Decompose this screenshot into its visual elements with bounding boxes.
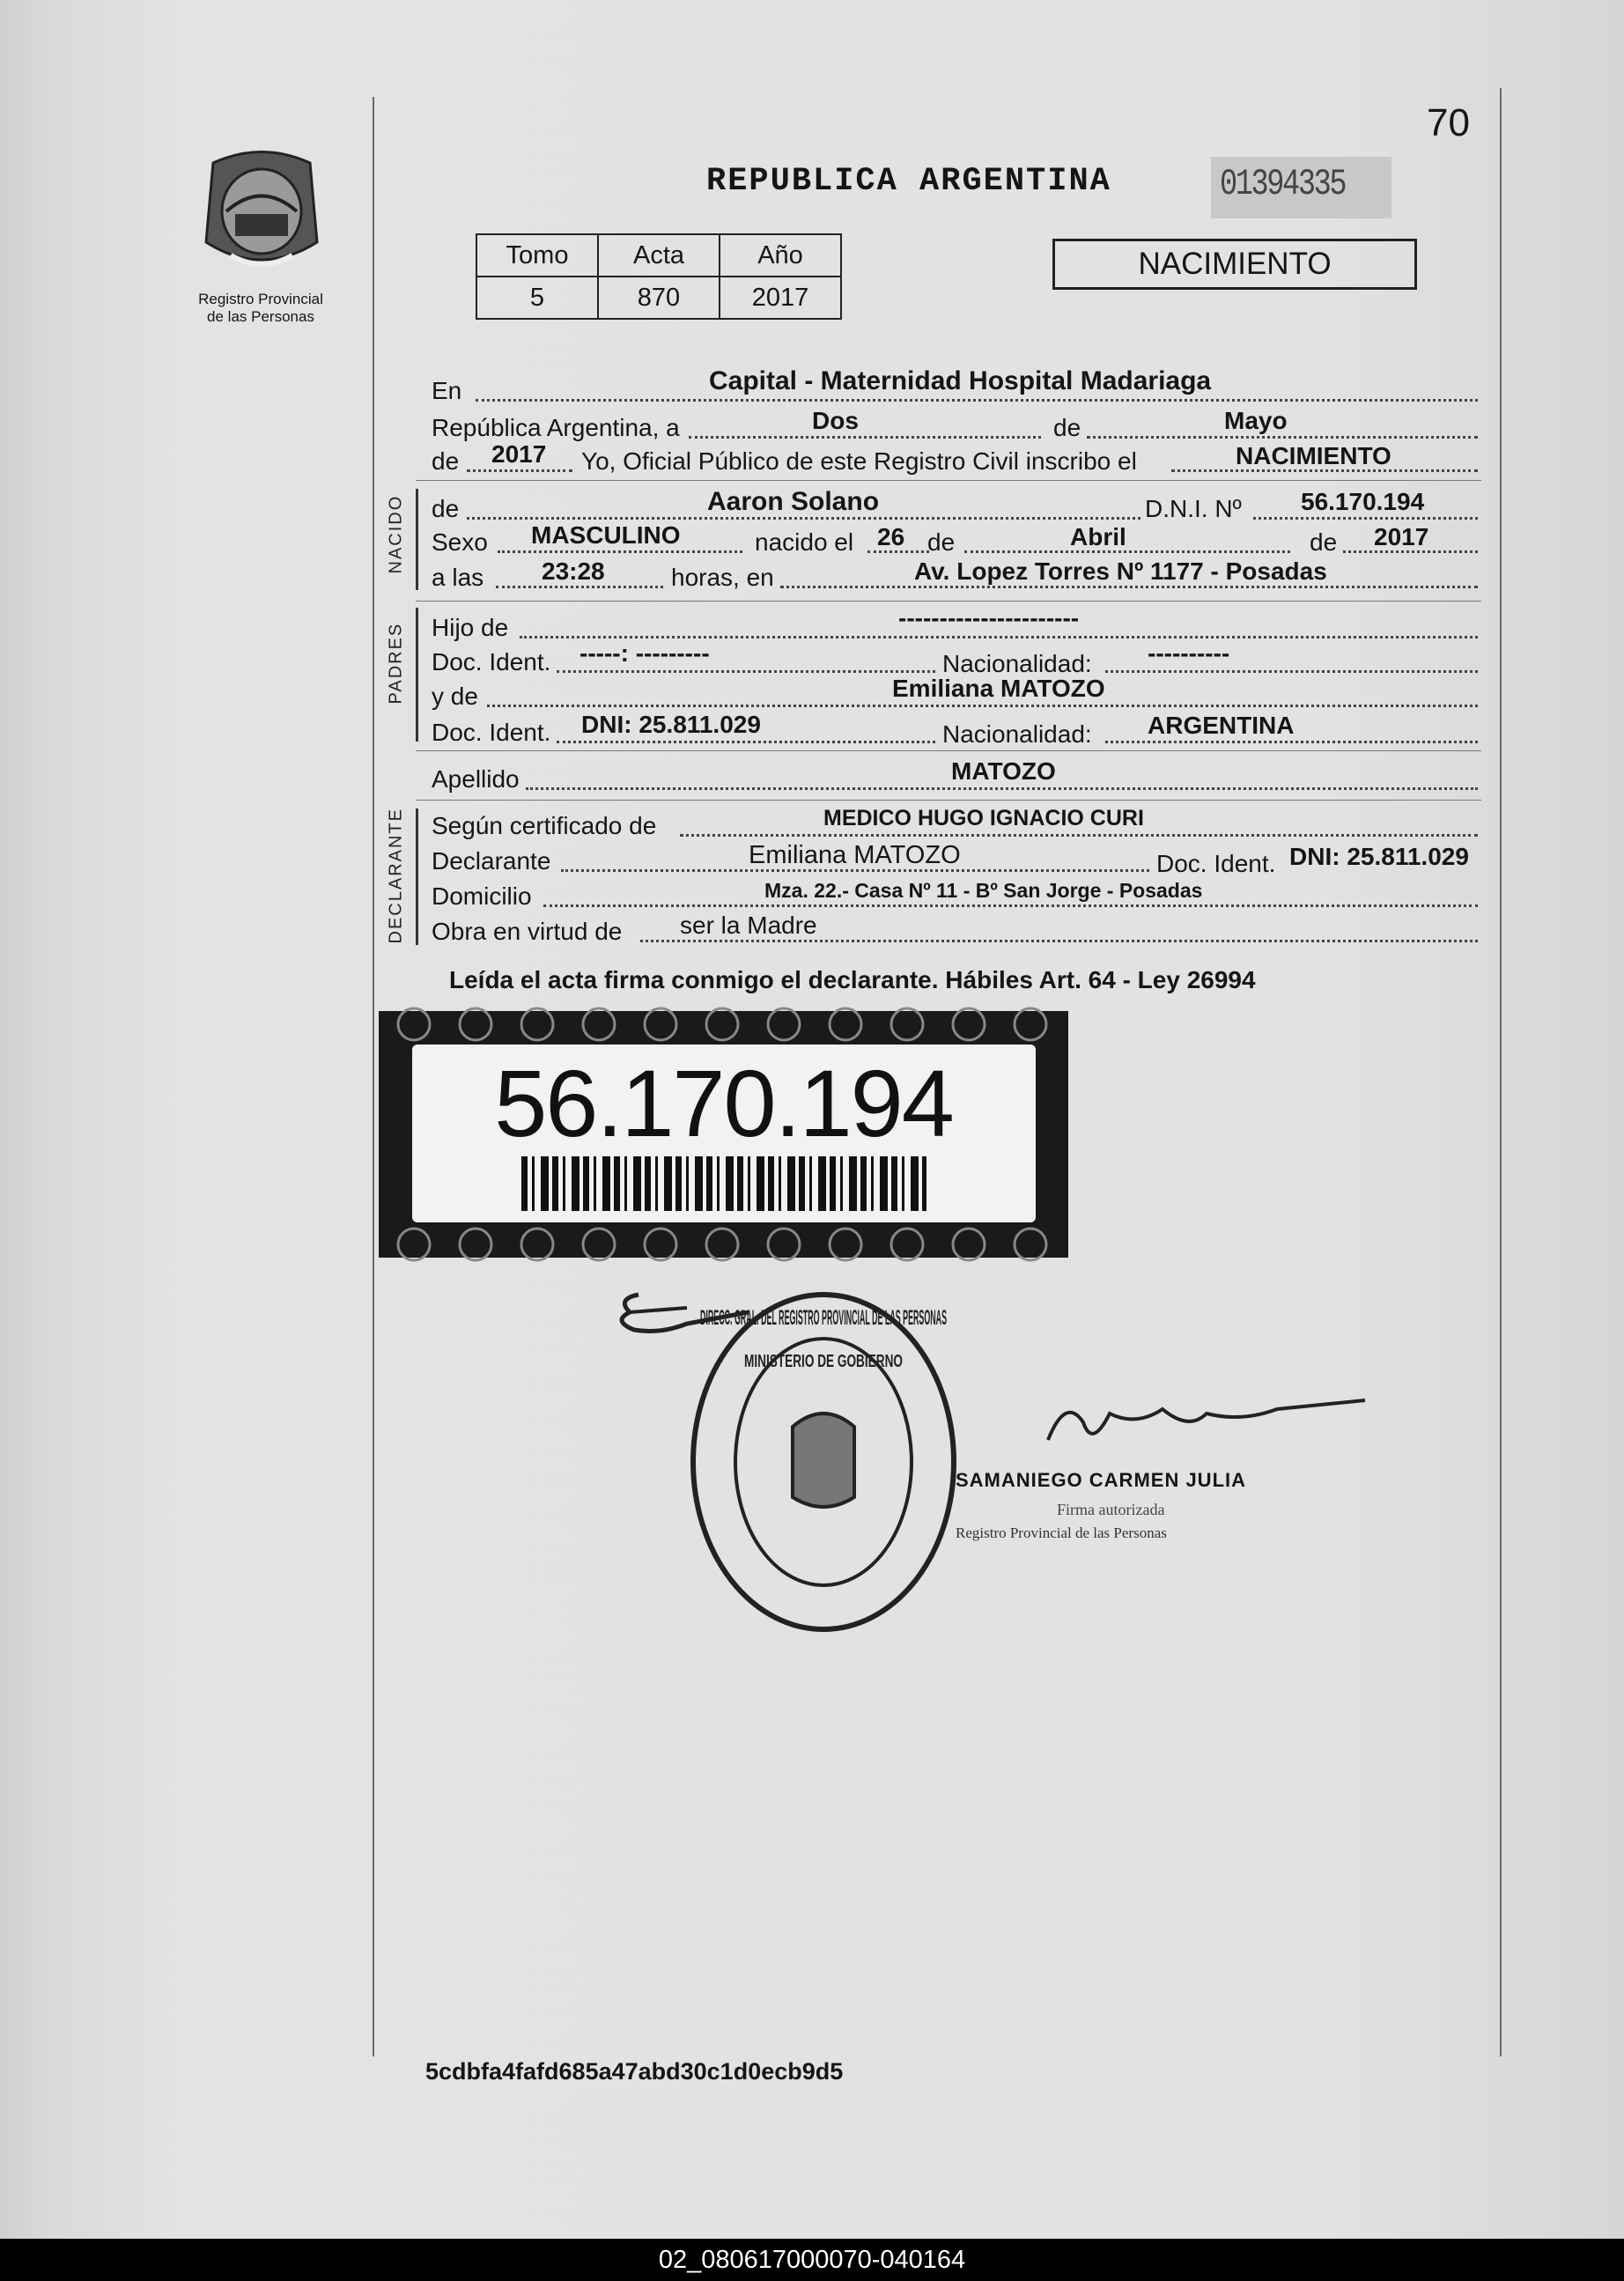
section-bar	[416, 808, 418, 945]
en-label: En	[432, 377, 462, 404]
padres-section-label: PADRES	[386, 622, 406, 705]
dotted-line	[640, 940, 1478, 942]
section-divider	[416, 750, 1481, 751]
nacionalidad-label: Nacionalidad:	[942, 720, 1092, 748]
dotted-line	[557, 670, 935, 673]
sexo-label: Sexo	[432, 528, 488, 556]
father-doc-value: -----: ---------	[579, 639, 710, 667]
doc-ident-label: Doc. Ident.	[432, 648, 551, 675]
father-name-value: ----------------------	[898, 604, 1080, 631]
dotted-line	[1105, 741, 1478, 743]
dotted-line	[526, 787, 1478, 790]
left-margin-line	[373, 97, 374, 2056]
birth-day-value: 26	[877, 523, 905, 550]
mother-nationality-value: ARGENTINA	[1148, 712, 1295, 739]
de-label: de	[927, 528, 956, 556]
dotted-line	[964, 550, 1290, 553]
dotted-line	[520, 636, 1478, 639]
dotted-line	[557, 741, 935, 743]
section-divider	[416, 800, 1481, 801]
mother-name-value: Emiliana MATOZO	[892, 675, 1105, 702]
mother-doc-value: DNI: 25.811.029	[581, 711, 761, 738]
record-table-header: Acta	[598, 234, 720, 277]
a-las-label: a las	[432, 564, 484, 591]
record-table-header: Tomo	[476, 234, 598, 277]
de-label: de	[432, 495, 460, 522]
nacido-section-label: NACIDO	[386, 494, 406, 574]
republica-label: República Argentina, a	[432, 414, 680, 441]
apellido-label: Apellido	[432, 765, 520, 793]
child-name-value: Aaron Solano	[707, 487, 880, 516]
right-margin-line	[1500, 88, 1502, 2056]
record-table-value-row	[476, 277, 841, 319]
apellido-value: MATOZO	[951, 757, 1056, 785]
official-signature	[1030, 1387, 1383, 1475]
dotted-line	[467, 517, 1140, 520]
document-hash: 5cdbfa4fafd685a47abd30c1d0ecb9d5	[425, 2058, 844, 2085]
footer-id: 02_080617000070-040164	[658, 2246, 966, 2274]
official-registry: Registro Provincial de las Personas	[956, 1524, 1167, 1541]
oficial-text: Yo, Oficial Público de este Registro Civil inscribo el	[581, 447, 1137, 475]
declarante-doc-value: DNI: 25.811.029	[1289, 843, 1469, 870]
official-role: Firma autorizada	[1057, 1501, 1165, 1518]
official-name: SAMANIEGO CARMEN JULIA	[956, 1469, 1247, 1491]
inscribo-value: NACIMIENTO	[1236, 442, 1391, 469]
dotted-line	[543, 904, 1478, 907]
domicilio-label: Domicilio	[432, 882, 532, 910]
de-label: de	[1310, 528, 1338, 556]
obra-label: Obra en virtud de	[432, 918, 623, 945]
father-nationality-value: ----------	[1148, 639, 1230, 667]
record-table-cell: 2017	[720, 277, 841, 319]
domicilio-value: Mza. 22.- Casa Nº 11 - Bº San Jorge - Posadas	[764, 879, 1203, 902]
certificado-value: MEDICO HUGO IGNACIO CURI	[823, 806, 1144, 830]
dotted-line	[1087, 436, 1478, 439]
dotted-line	[498, 550, 742, 553]
serial-number: 01394335	[1220, 163, 1346, 205]
year-value: 2017	[491, 440, 547, 468]
dotted-line	[467, 469, 572, 472]
page-number: 70	[1427, 101, 1470, 144]
dni-sticker	[379, 1011, 1068, 1258]
birth-place-value: Av. Lopez Torres Nº 1177 - Posadas	[914, 557, 1327, 585]
day-value: Dos	[812, 407, 859, 434]
section-divider	[416, 480, 1481, 481]
certificado-label: Según certificado de	[432, 812, 657, 839]
nacido-el-label: nacido el	[755, 528, 854, 556]
birth-year-value: 2017	[1374, 523, 1429, 550]
dotted-line	[1253, 517, 1478, 520]
record-table	[476, 233, 842, 320]
provincial-coat-of-arms-logo	[196, 145, 328, 286]
record-type-box: NACIMIENTO	[1052, 239, 1417, 290]
dotted-line	[476, 399, 1478, 402]
record-table-header: Año	[720, 234, 841, 277]
hijo-de-label: Hijo de	[432, 614, 509, 641]
doc-ident-label: Doc. Ident.	[1156, 850, 1276, 877]
birth-month-value: Abril	[1070, 523, 1126, 550]
section-divider	[416, 601, 1481, 602]
sexo-value: MASCULINO	[531, 521, 681, 549]
sticker-dni-number: 56.170.194	[494, 1050, 953, 1156]
place-value: Capital - Maternidad Hospital Madariaga	[709, 366, 1212, 395]
record-table-cell: 5	[476, 277, 598, 319]
section-bar	[416, 608, 418, 742]
de-label: de	[1053, 414, 1081, 441]
doc-ident-label: Doc. Ident.	[432, 719, 551, 746]
footer-id-bar	[0, 2239, 1624, 2281]
month-value: Mayo	[1224, 407, 1288, 434]
official-seal	[687, 1286, 969, 1638]
section-bar	[416, 489, 418, 590]
record-table-header-row	[476, 234, 841, 277]
closing-statement: Leída el acta firma conmigo el declarante. Hábiles Art. 64 - Ley 26994	[449, 966, 1256, 993]
dotted-line	[496, 586, 663, 588]
seal-inner-text: MINISTERIO DE GOBIERNO	[744, 1352, 903, 1371]
seal-outer-text: DIRECC. GRAL. DEL REGISTRO PROVINCIAL DE LAS PERSONAS	[700, 1306, 947, 1330]
declarante-label: Declarante	[432, 847, 551, 875]
barcode	[521, 1156, 926, 1211]
declarante-value: Emiliana MATOZO	[749, 841, 961, 869]
declarante-section-label: DECLARANTE	[386, 808, 406, 944]
dni-value: 56.170.194	[1301, 488, 1425, 515]
horas-en-label: horas, en	[671, 564, 774, 591]
y-de-label: y de	[432, 683, 478, 710]
nacionalidad-label: Nacionalidad:	[942, 650, 1092, 677]
official-stamp	[956, 1469, 1308, 1566]
logo-caption-line-2: de las Personas	[207, 308, 314, 325]
dni-label: D.N.I. Nº	[1145, 495, 1242, 522]
dotted-line	[680, 834, 1478, 837]
dotted-line	[780, 586, 1478, 588]
logo-caption	[173, 291, 349, 326]
obra-value: ser la Madre	[680, 912, 817, 939]
logo-caption-line-1: Registro Provincial	[198, 291, 323, 307]
document-title: REPUBLICA ARGENTINA	[706, 163, 1111, 200]
birth-time-value: 23:28	[542, 557, 605, 585]
dotted-line	[487, 705, 1478, 707]
dotted-line	[1105, 670, 1478, 673]
record-table-cell: 870	[598, 277, 720, 319]
dotted-line	[689, 436, 1041, 439]
de-label: de	[432, 447, 460, 475]
